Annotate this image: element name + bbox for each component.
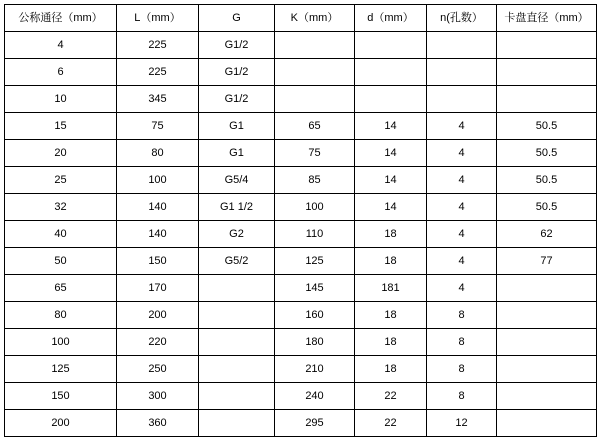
cell-length: 345 (117, 86, 199, 113)
cell-k: 180 (275, 329, 355, 356)
cell-chuck-diameter (497, 329, 597, 356)
cell-hole-count: 4 (427, 140, 497, 167)
column-header-hole-count: n(孔数） (427, 5, 497, 32)
cell-thread: G5/4 (199, 167, 275, 194)
cell-chuck-diameter (497, 356, 597, 383)
cell-thread: G1 (199, 140, 275, 167)
cell-nominal-diameter: 40 (5, 221, 117, 248)
table-row (5, 329, 597, 356)
cell-d (355, 59, 427, 86)
table-row (5, 356, 597, 383)
cell-d: 14 (355, 194, 427, 221)
cell-thread: G1/2 (199, 59, 275, 86)
cell-d: 181 (355, 275, 427, 302)
cell-length: 220 (117, 329, 199, 356)
cell-length: 250 (117, 356, 199, 383)
table-row (5, 86, 597, 113)
column-header-k: K（mm） (275, 5, 355, 32)
cell-d: 22 (355, 383, 427, 410)
cell-nominal-diameter: 150 (5, 383, 117, 410)
cell-d: 18 (355, 221, 427, 248)
table-row (5, 275, 597, 302)
cell-k: 210 (275, 356, 355, 383)
cell-nominal-diameter: 25 (5, 167, 117, 194)
cell-thread: G2 (199, 221, 275, 248)
cell-hole-count: 12 (427, 410, 497, 437)
cell-nominal-diameter: 50 (5, 248, 117, 275)
table-row (5, 113, 597, 140)
cell-nominal-diameter: 80 (5, 302, 117, 329)
cell-thread (199, 302, 275, 329)
cell-hole-count: 4 (427, 275, 497, 302)
cell-d (355, 32, 427, 59)
cell-d: 18 (355, 356, 427, 383)
cell-nominal-diameter: 20 (5, 140, 117, 167)
cell-nominal-diameter: 6 (5, 59, 117, 86)
table-row (5, 383, 597, 410)
cell-k: 65 (275, 113, 355, 140)
cell-length: 300 (117, 383, 199, 410)
table-body (5, 5, 597, 437)
cell-thread: G1 (199, 113, 275, 140)
cell-length: 360 (117, 410, 199, 437)
cell-hole-count: 8 (427, 329, 497, 356)
cell-hole-count: 4 (427, 248, 497, 275)
cell-k: 160 (275, 302, 355, 329)
cell-length: 150 (117, 248, 199, 275)
table-row (5, 194, 597, 221)
cell-length: 100 (117, 167, 199, 194)
cell-d: 18 (355, 329, 427, 356)
cell-length: 140 (117, 221, 199, 248)
cell-hole-count (427, 32, 497, 59)
column-header-nominal-diameter: 公称通径（mm） (5, 5, 117, 32)
cell-k: 100 (275, 194, 355, 221)
cell-chuck-diameter (497, 59, 597, 86)
cell-thread: G1/2 (199, 32, 275, 59)
cell-nominal-diameter: 15 (5, 113, 117, 140)
cell-d: 14 (355, 113, 427, 140)
cell-length: 75 (117, 113, 199, 140)
column-header-d: d（mm） (355, 5, 427, 32)
cell-k (275, 59, 355, 86)
cell-length: 225 (117, 59, 199, 86)
cell-chuck-diameter: 50.5 (497, 113, 597, 140)
cell-hole-count: 8 (427, 302, 497, 329)
cell-nominal-diameter: 32 (5, 194, 117, 221)
cell-hole-count: 4 (427, 194, 497, 221)
table-row (5, 221, 597, 248)
cell-thread (199, 275, 275, 302)
cell-chuck-diameter (497, 32, 597, 59)
column-header-chuck-diameter: 卡盘直径（mm） (497, 5, 597, 32)
table-row (5, 302, 597, 329)
cell-hole-count: 8 (427, 383, 497, 410)
cell-nominal-diameter: 65 (5, 275, 117, 302)
cell-nominal-diameter: 125 (5, 356, 117, 383)
cell-chuck-diameter (497, 383, 597, 410)
table-row (5, 248, 597, 275)
cell-d: 18 (355, 248, 427, 275)
cell-hole-count: 4 (427, 167, 497, 194)
cell-thread (199, 383, 275, 410)
cell-d: 14 (355, 167, 427, 194)
column-header-thread: G (199, 5, 275, 32)
cell-hole-count (427, 59, 497, 86)
cell-nominal-diameter: 200 (5, 410, 117, 437)
cell-k: 85 (275, 167, 355, 194)
table-row (5, 167, 597, 194)
cell-d: 18 (355, 302, 427, 329)
cell-k: 75 (275, 140, 355, 167)
cell-chuck-diameter (497, 410, 597, 437)
cell-thread (199, 356, 275, 383)
cell-d: 14 (355, 140, 427, 167)
cell-chuck-diameter (497, 275, 597, 302)
cell-k: 240 (275, 383, 355, 410)
cell-k: 145 (275, 275, 355, 302)
cell-nominal-diameter: 10 (5, 86, 117, 113)
cell-k: 295 (275, 410, 355, 437)
cell-d (355, 86, 427, 113)
cell-thread: G1/2 (199, 86, 275, 113)
cell-k: 125 (275, 248, 355, 275)
cell-k (275, 86, 355, 113)
cell-d: 22 (355, 410, 427, 437)
table-row (5, 32, 597, 59)
cell-nominal-diameter: 4 (5, 32, 117, 59)
cell-chuck-diameter: 50.5 (497, 167, 597, 194)
cell-chuck-diameter (497, 86, 597, 113)
table-row (5, 59, 597, 86)
cell-thread: G1 1/2 (199, 194, 275, 221)
cell-thread: G5/2 (199, 248, 275, 275)
cell-k: 110 (275, 221, 355, 248)
cell-length: 80 (117, 140, 199, 167)
cell-chuck-diameter: 50.5 (497, 194, 597, 221)
cell-hole-count: 8 (427, 356, 497, 383)
table-row (5, 410, 597, 437)
cell-length: 200 (117, 302, 199, 329)
cell-chuck-diameter: 62 (497, 221, 597, 248)
cell-hole-count: 4 (427, 113, 497, 140)
cell-length: 140 (117, 194, 199, 221)
cell-hole-count: 4 (427, 221, 497, 248)
cell-thread (199, 329, 275, 356)
cell-chuck-diameter: 50.5 (497, 140, 597, 167)
table-header-row (5, 5, 597, 32)
column-header-length: L（mm） (117, 5, 199, 32)
cell-nominal-diameter: 100 (5, 329, 117, 356)
cell-length: 225 (117, 32, 199, 59)
cell-thread (199, 410, 275, 437)
cell-length: 170 (117, 275, 199, 302)
cell-hole-count (427, 86, 497, 113)
cell-chuck-diameter: 77 (497, 248, 597, 275)
cell-chuck-diameter (497, 302, 597, 329)
specification-table (4, 4, 597, 437)
cell-k (275, 32, 355, 59)
table-row (5, 140, 597, 167)
